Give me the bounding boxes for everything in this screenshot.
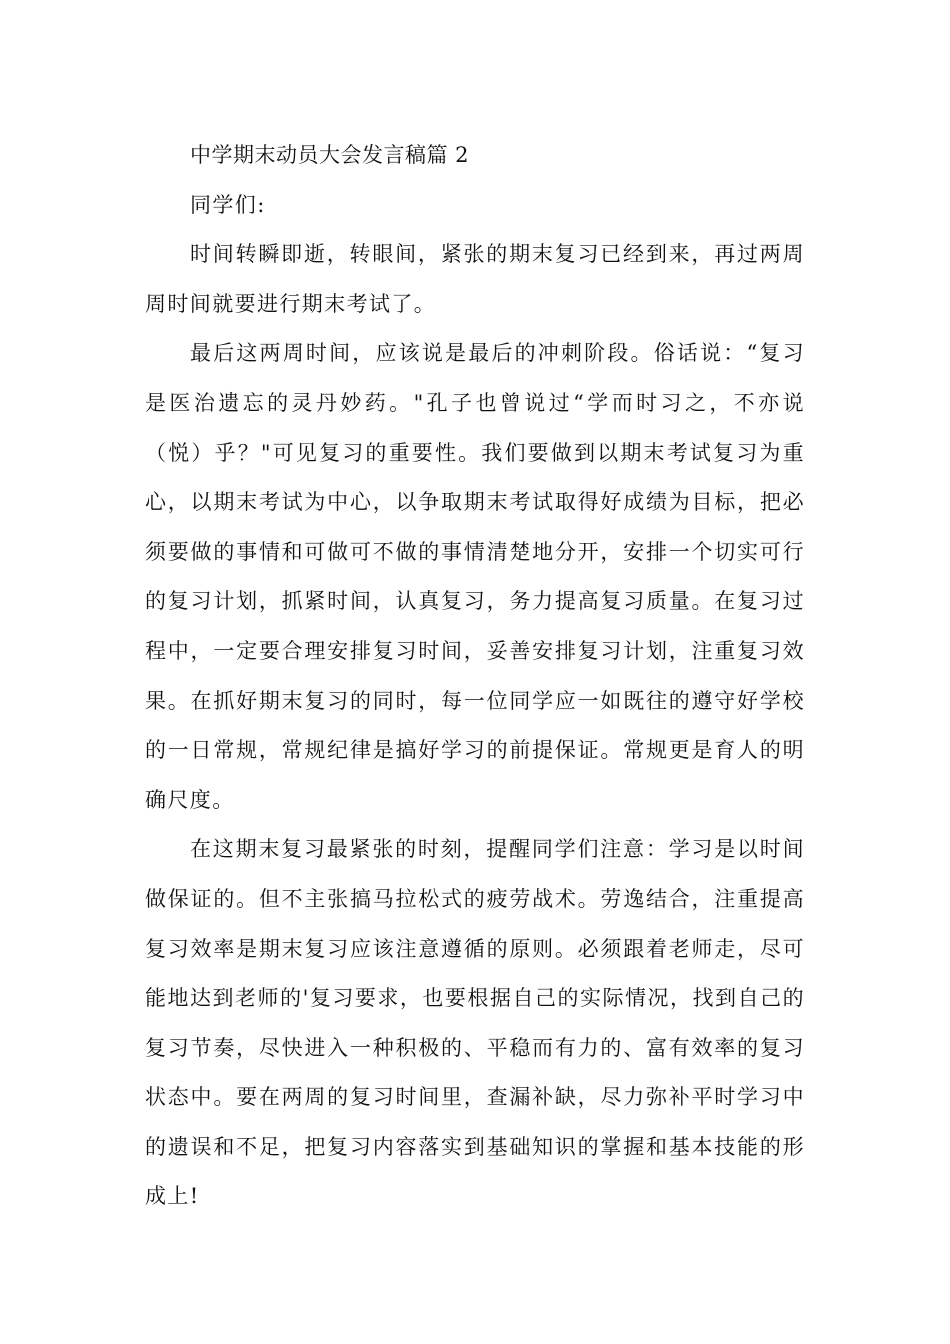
document-title: 中学期末动员大会发言稿篇 2: [190, 143, 470, 167]
paragraph-3: 在这期末复习最紧张的时刻，提醒同学们注意：学习是以时间做保证的。但不主张搞马拉松式的疲劳战术。劳逸结合，注重提高复习效率是期末复习应该注意遵循的原则。必须跟着老师走，尽可能地达到老师的'复习要求，也要根据自己的实际情况，找到自己的复习节奏，尽快进入一种积极的、平稳而有力的、富有效率的复习状态中。要在两周的复习时间里，查漏补缺，尽力弥补平时学习中的遗误和不足，把复习内容落实到基础知识的掌握和基本技能的形成上!: [145, 837, 805, 1209]
paragraph-2: 最后这两周时间，应该说是最后的冲刺阶段。俗话说：“复习是医治遗忘的灵丹妙药。"孔子也曾说过“学而时习之，不亦说（悦）乎？"可见复习的重要性。我们要做到以期末考试复习为重心，以期末考试为中心，以争取期末考试取得好成绩为目标，把必须要做的事情和可做可不做的事情清楚地分开，安排一个切实可行的复习计划，抓紧时间，认真复习，务力提高复习质量。在复习过程中，一定要合理安排复习时间，妥善安排复习计划，注重复习效果。在抓好期末复习的同时，每一位同学应一如既往的遵守好学校的一日常规，常规纪律是搞好学习的前提保证。常规更是育人的明确尺度。: [145, 341, 805, 812]
paragraph-1: 时间转瞬即逝，转眼间，紧张的期末复习已经到来，再过两周周时间就要进行期末考试了。: [145, 242, 805, 316]
document-body: [145, 131, 805, 1222]
greeting: 同学们:: [190, 192, 266, 217]
